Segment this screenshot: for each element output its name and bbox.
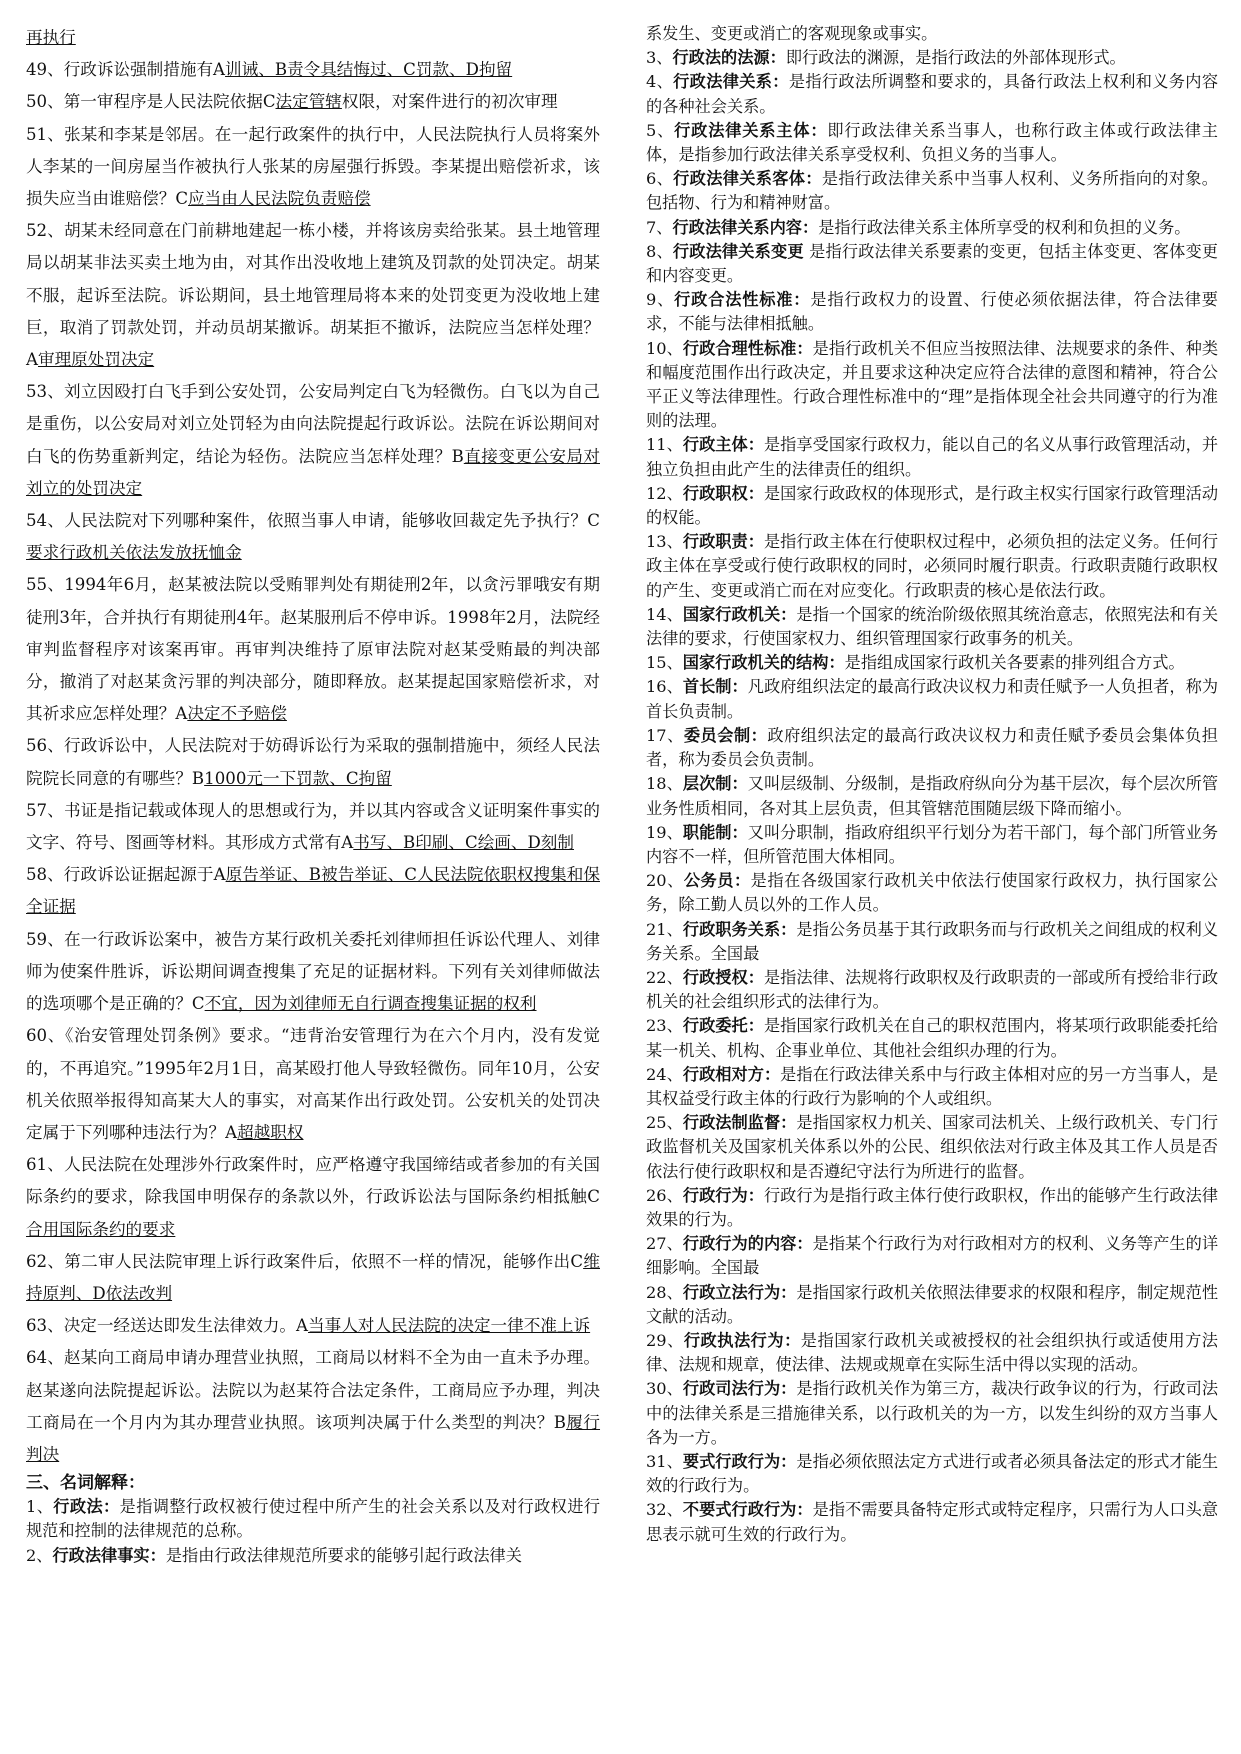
term-definition: 是指行政法律关系主体所享受的权利和负担的义务。 [818, 217, 1191, 237]
term-item [26, 1544, 600, 1568]
term-item [646, 821, 1218, 869]
term-definition: 又叫层级制、分级制，是指政府纵向分为基干层次，每个层次所管业务性质相同，各对其上层负责，但其管辖范围随层级下降而缩小。 [646, 774, 1219, 818]
term-name: 国家行政机关的结构： [682, 653, 845, 673]
term-number: 32、 [646, 1500, 683, 1520]
term-number: 16、 [646, 677, 683, 697]
term-name: 行政职权： [682, 483, 764, 503]
term-item [646, 1329, 1218, 1377]
question-text: 61、人民法院在处理涉外行政案件时，应严格遵守我国缔结或者参加的有关国际条约的要求，除我国申明保存的条款以外，行政诉讼法与国际条约相抵触C [26, 1155, 600, 1207]
question-item [26, 215, 600, 376]
term-definition: 是指某个行政行为对行政相对方的权利、义务等产生的详细影响。全国最 [646, 1234, 1219, 1278]
term-item [646, 1450, 1218, 1498]
term-item [646, 1014, 1218, 1062]
question-item [26, 1310, 600, 1342]
term-definition: 即行政法律关系当事人，也称行政主体或行政法律主体，是指参加行政法律关系享受权利、负担义务的当事人。 [646, 120, 1218, 165]
term-name: 公务员： [683, 871, 751, 891]
term-item [646, 70, 1218, 118]
term-name: 行政立法行为： [682, 1282, 797, 1302]
term-definition: 是指国家行政机关或被授权的社会组织执行或适使用方法律、法规和规章，使法律、法规或规章在实际生活中得以实现的活动。 [646, 1330, 1218, 1375]
term-number: 9、 [646, 290, 675, 310]
term-name: 行政行为： [682, 1185, 764, 1205]
term-item [646, 1063, 1218, 1111]
term-definition: 政府组织法定的最高行政决议权力和责任赋予委员会集体负担者，称为委员会负责制。 [646, 725, 1218, 770]
question-item [26, 119, 600, 216]
term-number: 28、 [646, 1282, 683, 1302]
term-definition: 是指行政权力的设置、行使必须依据法律，符合法律要求，不能与法律相抵触。 [646, 290, 1218, 334]
question-text: 49、行政诉讼强制措施有A [26, 60, 226, 80]
question-text: 52、胡某未经同意在门前耕地建起一栋小楼，并将该房卖给张某。县土地管理局以胡某非法买卖土地为由，对其作出没收地上建筑及罚款的处罚决定。胡某不服，起诉至法院。诉讼期间，县土地管理局将本来的处罚变更为没收地上建巨，取消了罚款处罚，并动员胡某撤诉。胡某拒不撤诉，法院应当怎样处理？A [26, 221, 600, 370]
question-item [26, 1246, 600, 1310]
answer-underlined: 训诫、B责令具结悔过、C罚款、D拘留 [225, 60, 513, 80]
term-definition: 是指行政机关作为第三方，裁决行政争议的行为，行政司法中的法律关系是三措施律关系，以行政机关的为一方，以发生纠纷的双方当事人各为一方。 [646, 1379, 1219, 1447]
term-name: 行政授权： [682, 967, 764, 987]
term-name: 行政法律关系内容： [672, 217, 819, 237]
answer-underlined: 书写、B印刷、C绘画、D刻制 [353, 833, 574, 853]
term-name: 职能制： [682, 822, 748, 842]
term-name: 行政司法行为： [682, 1379, 797, 1399]
term-number: 7、 [646, 217, 673, 237]
term-number: 25、 [646, 1113, 683, 1133]
term-definition: 是指国家行政机关在自己的职权范围内，将某项行政职能委托给某一机关、机构、企事业单位、其他社会组织办理的行为。 [646, 1016, 1219, 1060]
term-item [646, 1184, 1218, 1232]
question-text: 56、行政诉讼中，人民法院对于妨碍诉讼行为采取的强制措施中，须经人民法院院长同意的有哪些？B [26, 736, 600, 788]
term-number: 22、 [646, 967, 683, 987]
term-definition: 是指行政法律关系中当事人权利、义务所指向的对象。包括物、行为和精神财富。 [646, 169, 1218, 213]
term-definition: 是指调整行政权被行使过程中所产生的社会关系以及对行政权进行规范和控制的法律规范的总称。 [26, 1497, 601, 1541]
question-item [26, 569, 600, 730]
question-item [26, 86, 600, 118]
term-item [646, 288, 1218, 336]
question-text: 54、人民法院对下列哪种案件，依照当事人申请，能够收回裁定先予执行？C [26, 511, 600, 531]
term-item [646, 119, 1218, 167]
question-text: 59、在一行政诉讼案中，被告方某行政机关委托刘律师担任诉讼代理人、刘律师为使案件胜诉，诉讼期间调查搜集了充足的证据材料。下列有关刘律师做法的选项哪个是正确的？C [26, 929, 600, 1014]
term-name: 委员会制： [683, 725, 768, 745]
term-item [646, 918, 1218, 966]
term-number: 20、 [646, 871, 684, 891]
term-item [646, 240, 1218, 288]
term-definition: 是指一个国家的统治阶级依照其统治意志，依照宪法和有关法律的要求，行使国家权力、组织管理国家行政事务的机关。 [646, 604, 1219, 649]
term-number: 30、 [646, 1379, 683, 1399]
term-definition: 是指组成国家行政机关各要素的排列组合方式。 [844, 653, 1185, 673]
term-name: 行政法律关系主体： [674, 120, 828, 140]
term-number: 26、 [646, 1185, 683, 1205]
term-name: 国家行政机关： [682, 604, 797, 624]
term-definition: 行政行为是指行政主体行使行政职权，作出的能够产生行政法律效果的行为。 [646, 1185, 1219, 1229]
question-text: 58、行政诉讼证据起源于A [26, 865, 226, 885]
term-number: 17、 [646, 725, 684, 745]
term-name: 行政法的法源： [672, 48, 786, 68]
term-number: 21、 [646, 919, 683, 939]
question-text: 50、第一审程序是人民法院依据C [26, 92, 276, 112]
answer-underlined: 维持原判、D依法改判 [26, 1251, 600, 1303]
question-item [26, 22, 600, 54]
term-name: 行政合法性标准： [674, 290, 811, 310]
term-definition: 是指不需要具备特定形式或特定程序，只需行为人口头意思表示就可生效的行政行为。 [646, 1500, 1219, 1544]
term-item [646, 966, 1218, 1014]
term-item [646, 167, 1218, 215]
term-definition: 是指公务员基于其行政职务而与行政机关之间组成的权利义务关系。全国最 [646, 919, 1219, 963]
term-number: 19、 [646, 822, 683, 842]
answer-underlined: 应当由人民法院负责赔偿 [188, 189, 371, 209]
term-name: 行政行为的内容： [682, 1234, 813, 1254]
term-number: 11、 [646, 435, 683, 455]
term-definition: 是指行政主体在行使职权过程中，必须负担的法定义务。任何行政主体在享受或行使行政职权的同时，必须同时履行职责。行政职责随行政职权的产生、变更或消亡而在对应变化。行政职责的核心是依法行政。 [646, 532, 1219, 600]
answer-underlined: 当事人对人民法院的决定一律不准上诉 [308, 1316, 591, 1336]
term-number: 8、 [646, 241, 673, 261]
term-name: 行政职务关系： [682, 919, 797, 939]
term-number: 13、 [646, 532, 683, 552]
term-definition: 是指享受国家行政权力，能以自己的名义从事行政管理活动，并独立负担由此产生的法律责任的组织。 [646, 435, 1219, 479]
term-name: 行政相对方： [682, 1064, 781, 1084]
answer-underlined: 1000元一下罚款、C拘留 [204, 768, 392, 788]
answer-underlined: 履行判决 [26, 1412, 601, 1464]
left-column [26, 22, 600, 1568]
term-item [646, 46, 1218, 70]
term-definition: 是指法律、法规将行政职权及行政职责的一部或所有授给非行政机关的社会组织形式的法律行为。 [646, 967, 1219, 1012]
term-number: 31、 [646, 1451, 683, 1471]
question-text: 60、《治安管理处罚条例》要求。“违背治安管理行为在六个月内，没有发觉的，不再追究。”1995年2月1日，高某殴打他人导致轻微伤。同年10月，公安机关依照举报得知高某大人的事实，对高某作出行政处罚。公安机关的处罚决定属于下列哪种违法行为？A [26, 1026, 600, 1142]
term-number: 24、 [646, 1064, 683, 1084]
term-item [646, 482, 1218, 530]
question-item [26, 1020, 600, 1149]
term-number: 12、 [646, 483, 683, 503]
question-text: 51、张某和李某是邻居。在一起行政案件的执行中，人民法院执行人员将案外人李某的一间房屋当作被执行人张某的房屋强行拆毁。李某提出赔偿祈求，该损失应当由谁赔偿？C [26, 124, 600, 209]
question-item [26, 1149, 600, 1246]
term-number: 3、 [646, 48, 673, 68]
term-item [646, 772, 1218, 820]
term-item [646, 675, 1218, 723]
term-number: 4、 [646, 72, 674, 92]
answer-underlined: 不宜，因为刘律师无自行调查搜集证据的权利 [204, 994, 537, 1014]
term-definition: 是指在各级国家行政机关中依法行使国家行政权力，执行国家公务，除工勤人员以外的工作人员。 [646, 871, 1218, 915]
term-name: 行政法： [53, 1497, 120, 1517]
term-item [646, 651, 1218, 675]
term-item [646, 530, 1218, 603]
term-item [646, 433, 1218, 481]
question-text-after: 权限，对案件进行的初次审理 [341, 92, 558, 112]
term-number: 27、 [646, 1234, 683, 1254]
term-name: 行政职责： [682, 532, 764, 552]
answer-underlined: 要求行政机关依法发放抚恤金 [26, 543, 242, 563]
term-name: 不要式行政行为： [682, 1500, 813, 1520]
term-item [646, 337, 1218, 434]
term-number: 15、 [646, 653, 683, 673]
answer-underlined: 再执行 [26, 28, 76, 47]
term-item [646, 869, 1218, 917]
term-definition: 是指必须依照法定方式进行或者必须具备法定的形式才能生效的行政行为。 [646, 1451, 1219, 1496]
answer-underlined: 合用国际条约的要求 [26, 1219, 176, 1239]
term-item [646, 603, 1218, 651]
answer-underlined: 原告举证、B被告举证、C人民法院依职权搜集和保全证据 [26, 865, 600, 917]
question-text: 57、书证是指记载或体现人的思想或行为，并以其内容或含义证明案件事实的文字、符号、图画等材料。其形成方式常有A [26, 800, 600, 853]
term-number: 29、 [646, 1330, 684, 1350]
question-item [26, 924, 600, 1021]
answer-underlined: 直接变更公安局对刘立的处罚决定 [26, 446, 600, 498]
term-name: 层次制： [682, 774, 748, 794]
term-name: 行政委托： [682, 1016, 764, 1036]
term-item [646, 1377, 1218, 1450]
question-item [26, 730, 600, 794]
term-item [646, 22, 1218, 46]
term-definition: 是指由行政法律规范所要求的能够引起行政法律关 [165, 1545, 522, 1565]
term-name: 行政法制监督： [682, 1113, 797, 1133]
term-definition: 是指行政法律关系要素的变更，包括主体变更、客体变更和内容变更。 [646, 241, 1218, 286]
term-name: 行政主体： [682, 435, 764, 455]
question-text: 64、赵某向工商局申请办理营业执照，工商局以材料不全为由一直未予办理。赵某遂向法院提起诉讼。法院以为赵某符合法定条件，工商局应予办理，判决工商局在一个月内为其办理营业执照。该项判决属于什么类型的判决？B [26, 1348, 600, 1432]
section-heading: 三、名词解释： [26, 1473, 145, 1494]
question-item [26, 376, 600, 505]
question-item [26, 505, 600, 569]
term-name: 首长制： [682, 677, 748, 697]
answer-underlined: 审理原处罚决定 [37, 350, 155, 370]
term-definition: 是指行政机关不但应当按照法律、法规要求的条件、种类和幅度范围作出行政决定，并且要求这种决定应符合法律的意图和精神，符合公平正义等法律理性。行政合理性标准中的“理”是指体现全社会共同遵守的行为准则的法理。 [646, 338, 1219, 431]
answer-underlined: 法定管辖 [275, 92, 342, 112]
term-name: 行政法律关系变更 [672, 241, 804, 261]
term-definition: 系发生、变更或消亡的客观现象或事实。 [646, 24, 938, 43]
term-number: 10、 [646, 338, 683, 358]
term-definition: 是指国家行政机关依照法律要求的权限和程序，制定规范性文献的活动。 [646, 1282, 1219, 1326]
term-name: 行政法律关系： [673, 72, 789, 92]
question-item [26, 1342, 600, 1471]
term-item [646, 1111, 1218, 1184]
answer-underlined: 超越职权 [237, 1122, 304, 1142]
term-name: 要式行政行为： [682, 1451, 797, 1471]
term-number: 2、 [26, 1545, 53, 1565]
term-number: 14、 [646, 604, 683, 624]
term-item [646, 1232, 1218, 1280]
term-definition: 是指行政法所调整和要求的，具备行政法上权利和义务内容的各种社会关系。 [646, 72, 1219, 116]
term-definition: 又叫分职制，指政府组织平行划分为若干部门，每个部门所管业务内容不一样，但所管范围大体相同。 [646, 822, 1219, 866]
question-text: 55、1994年6月，赵某被法院以受贿罪判处有期徒刑2年，以贪污罪哦安有期徒刑3年，合并执行有期徒刑4年。赵某服刑后不停申诉。1998年2月，法院经审判监督程序对该案再审。再审判决维持了原审法院对赵某受贿最的判决部分，撤消了对赵某贪污罪的判决部分，随即释放。赵某提起国家赔偿祈求，对其祈求应怎样处理？A [26, 575, 600, 724]
term-item [646, 216, 1218, 240]
question-text: 63、决定一经送达即发生法律效力。A [26, 1316, 309, 1336]
term-definition: 即行政法的渊源，是指行政法的外部体现形式。 [785, 48, 1126, 68]
term-name: 行政法律关系客体： [673, 169, 822, 189]
term-definition: 是指在行政法律关系中与行政主体相对应的另一方当事人，是其权益受行政主体的行政行为影响的个人或组织。 [646, 1064, 1219, 1108]
right-column [646, 22, 1218, 1547]
term-number: 1、 [26, 1497, 54, 1517]
question-item [26, 54, 600, 86]
term-number: 5、 [646, 120, 675, 140]
term-item [26, 1495, 600, 1543]
term-name: 行政执法行为： [683, 1330, 801, 1350]
question-text: 53、刘立因殴打白飞手到公安处罚，公安局判定白飞为轻微伤。白飞以为自己是重伤，以公安局对刘立处罚轻为由向法院提起行政诉讼。法院在诉讼期间对白飞的伤势重新判定，结论为轻伤。法院应当怎样处理？B [26, 382, 600, 466]
term-name: 行政法律事实： [52, 1545, 166, 1565]
term-number: 6、 [646, 169, 674, 189]
term-definition: 是国家行政政权的体现形式，是行政主权实行国家行政管理活动的权能。 [646, 483, 1219, 528]
term-number: 23、 [646, 1016, 683, 1036]
term-item [646, 1281, 1218, 1329]
question-text: 62、第二审人民法院审理上诉行政案件后，依照不一样的情况，能够作出C [26, 1251, 584, 1271]
term-definition: 凡政府组织法定的最高行政决议权力和责任赋予一人负担者，称为首长负责制。 [646, 677, 1219, 721]
question-item [26, 859, 600, 923]
question-item [26, 795, 600, 859]
answer-underlined: 决定不予赔偿 [187, 704, 287, 724]
term-item [646, 1498, 1218, 1546]
term-number: 18、 [646, 774, 683, 794]
term-item [646, 724, 1218, 772]
term-definition: 是指国家权力机关、国家司法机关、上级行政机关、专门行政监督机关及国家机关体系以外的公民、组织依法对行政主体及其工作人员是否依法行使行政职权和是否遵纪守法行为所进行的监督。 [646, 1113, 1219, 1181]
term-name: 行政合理性标准： [682, 338, 813, 358]
